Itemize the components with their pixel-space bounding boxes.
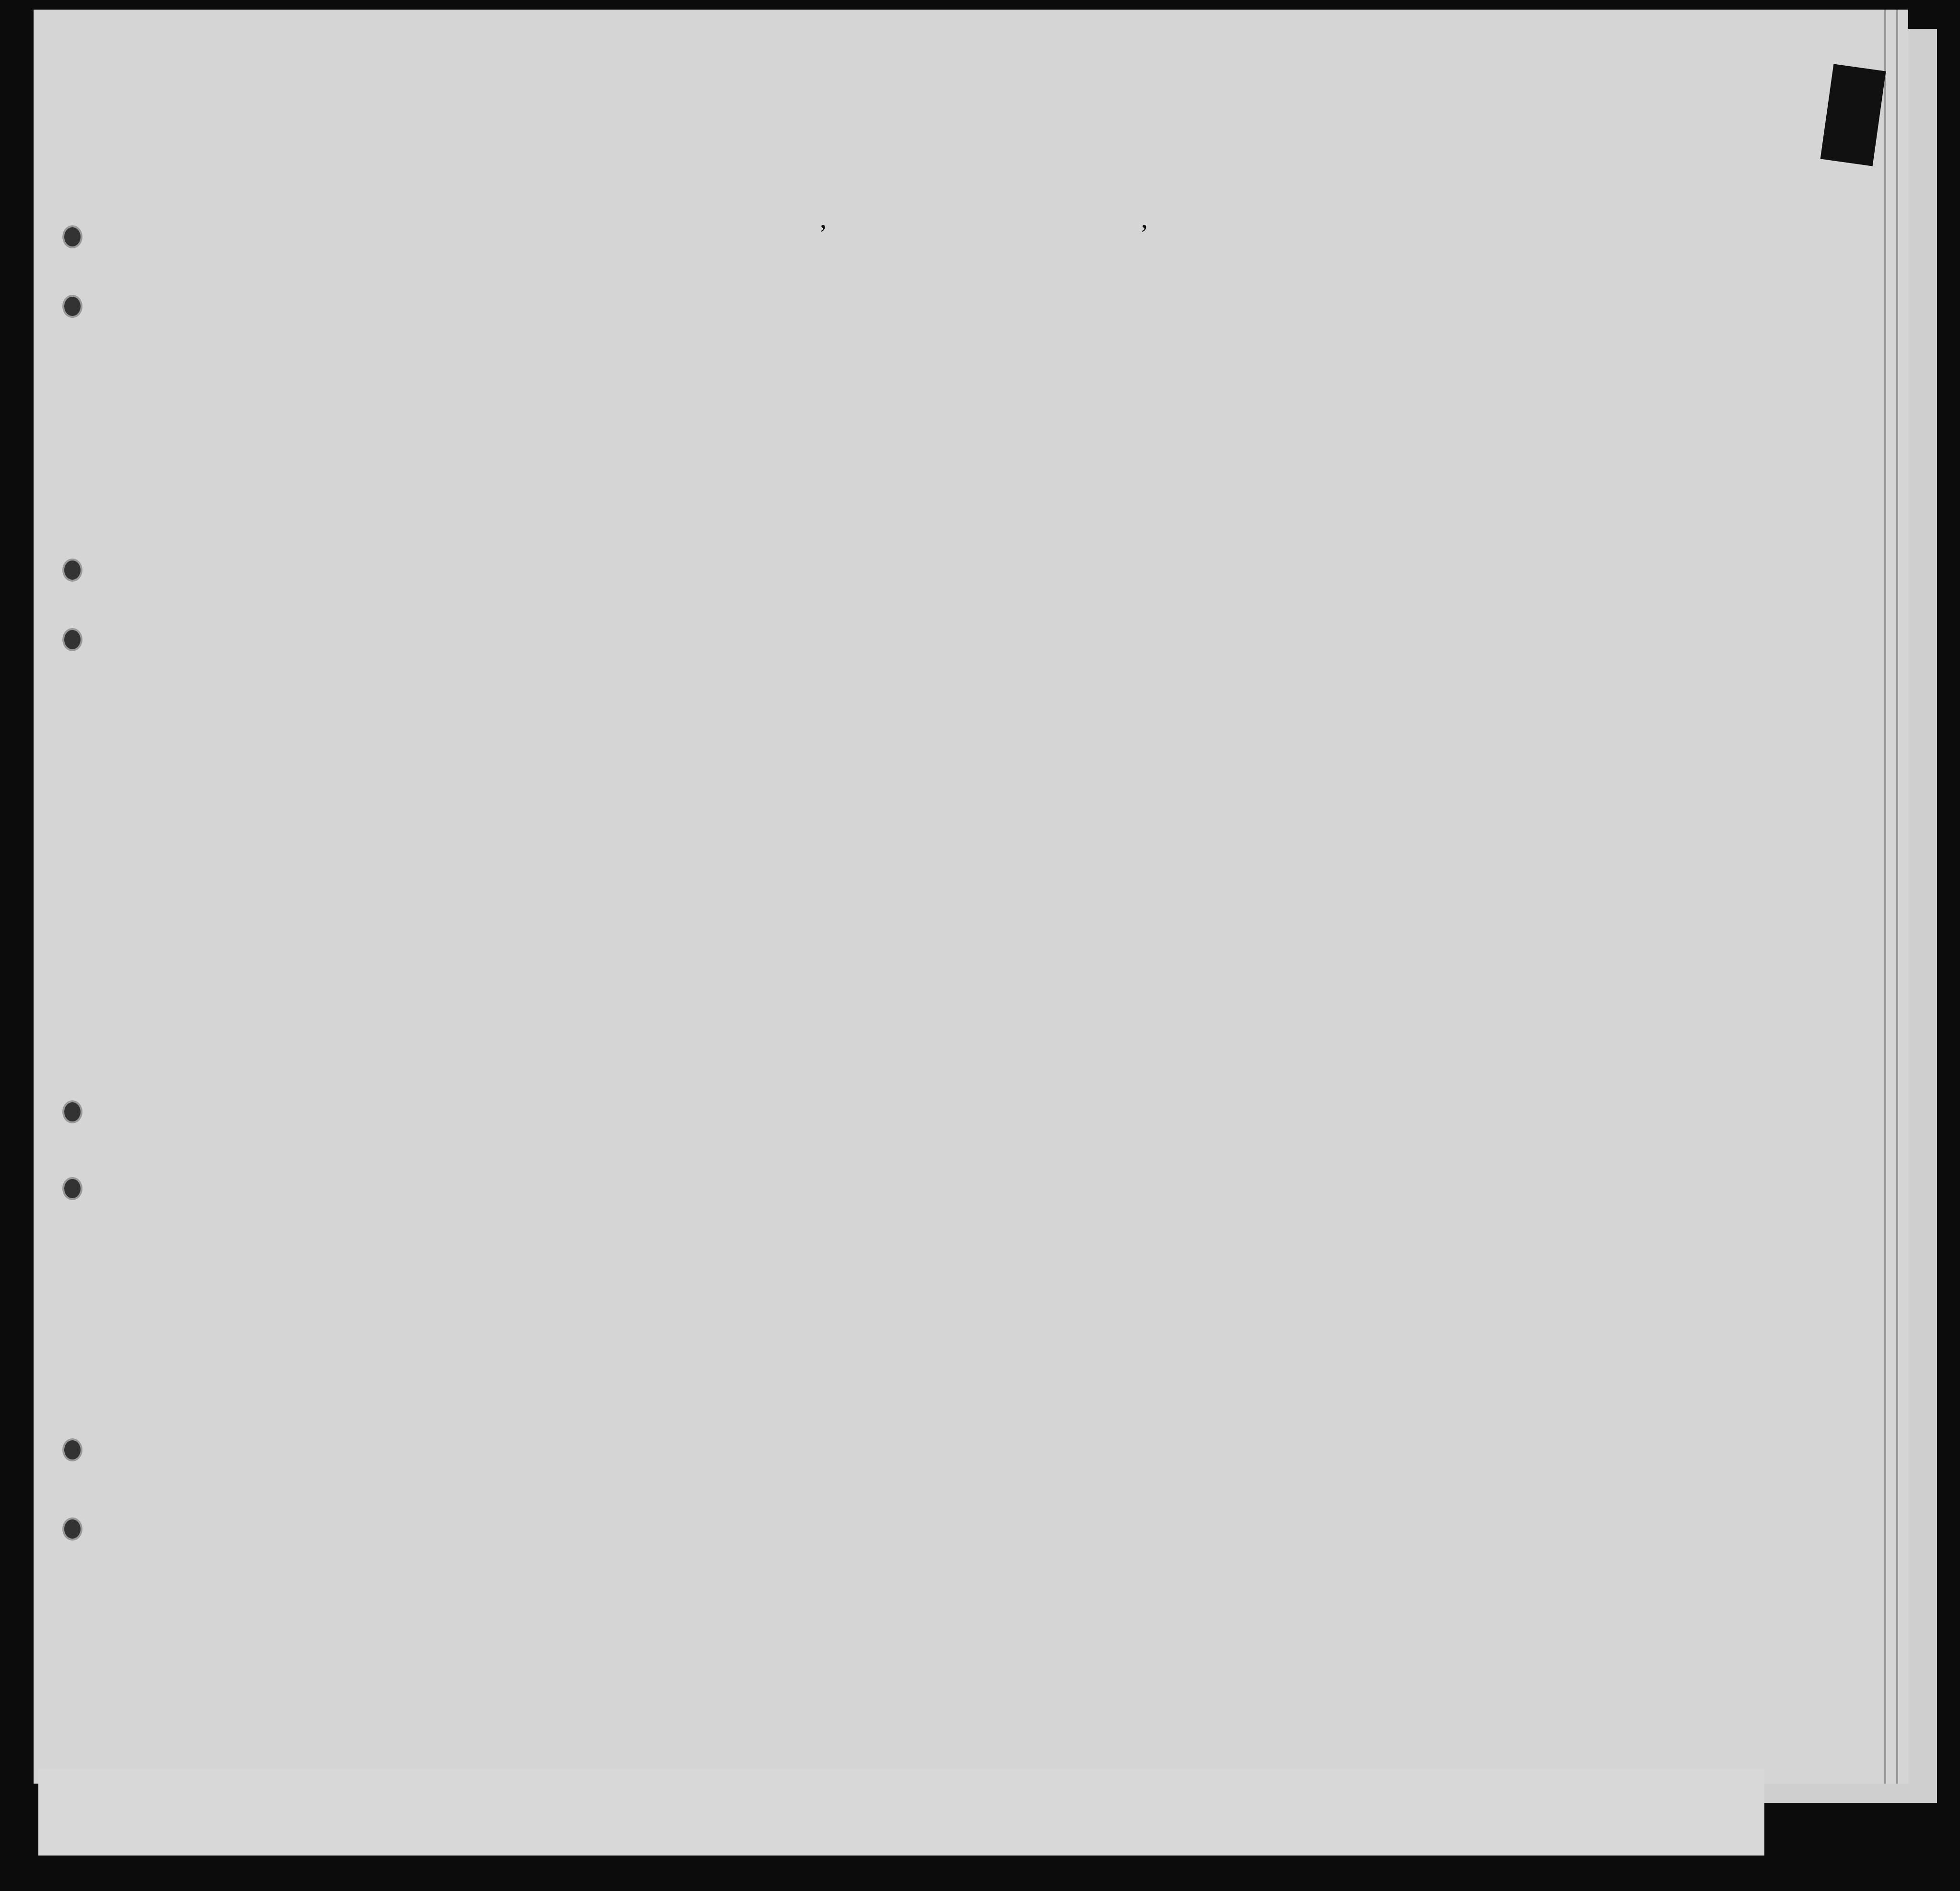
list-number-stamp (1820, 64, 1886, 166)
binding-hole (62, 225, 82, 248)
binding-hole (62, 295, 82, 318)
binding-hole (62, 559, 82, 582)
bottom-strip (38, 1769, 1764, 1856)
manifest-sheet: , , (34, 10, 1908, 1784)
sheet-edge (1884, 10, 1886, 1784)
sheet-edge (1896, 10, 1898, 1784)
binding-hole (62, 1100, 82, 1123)
binding-hole (62, 1177, 82, 1200)
binding-hole (62, 1517, 82, 1541)
binding-hole (62, 1438, 82, 1461)
binding-hole (62, 628, 82, 651)
